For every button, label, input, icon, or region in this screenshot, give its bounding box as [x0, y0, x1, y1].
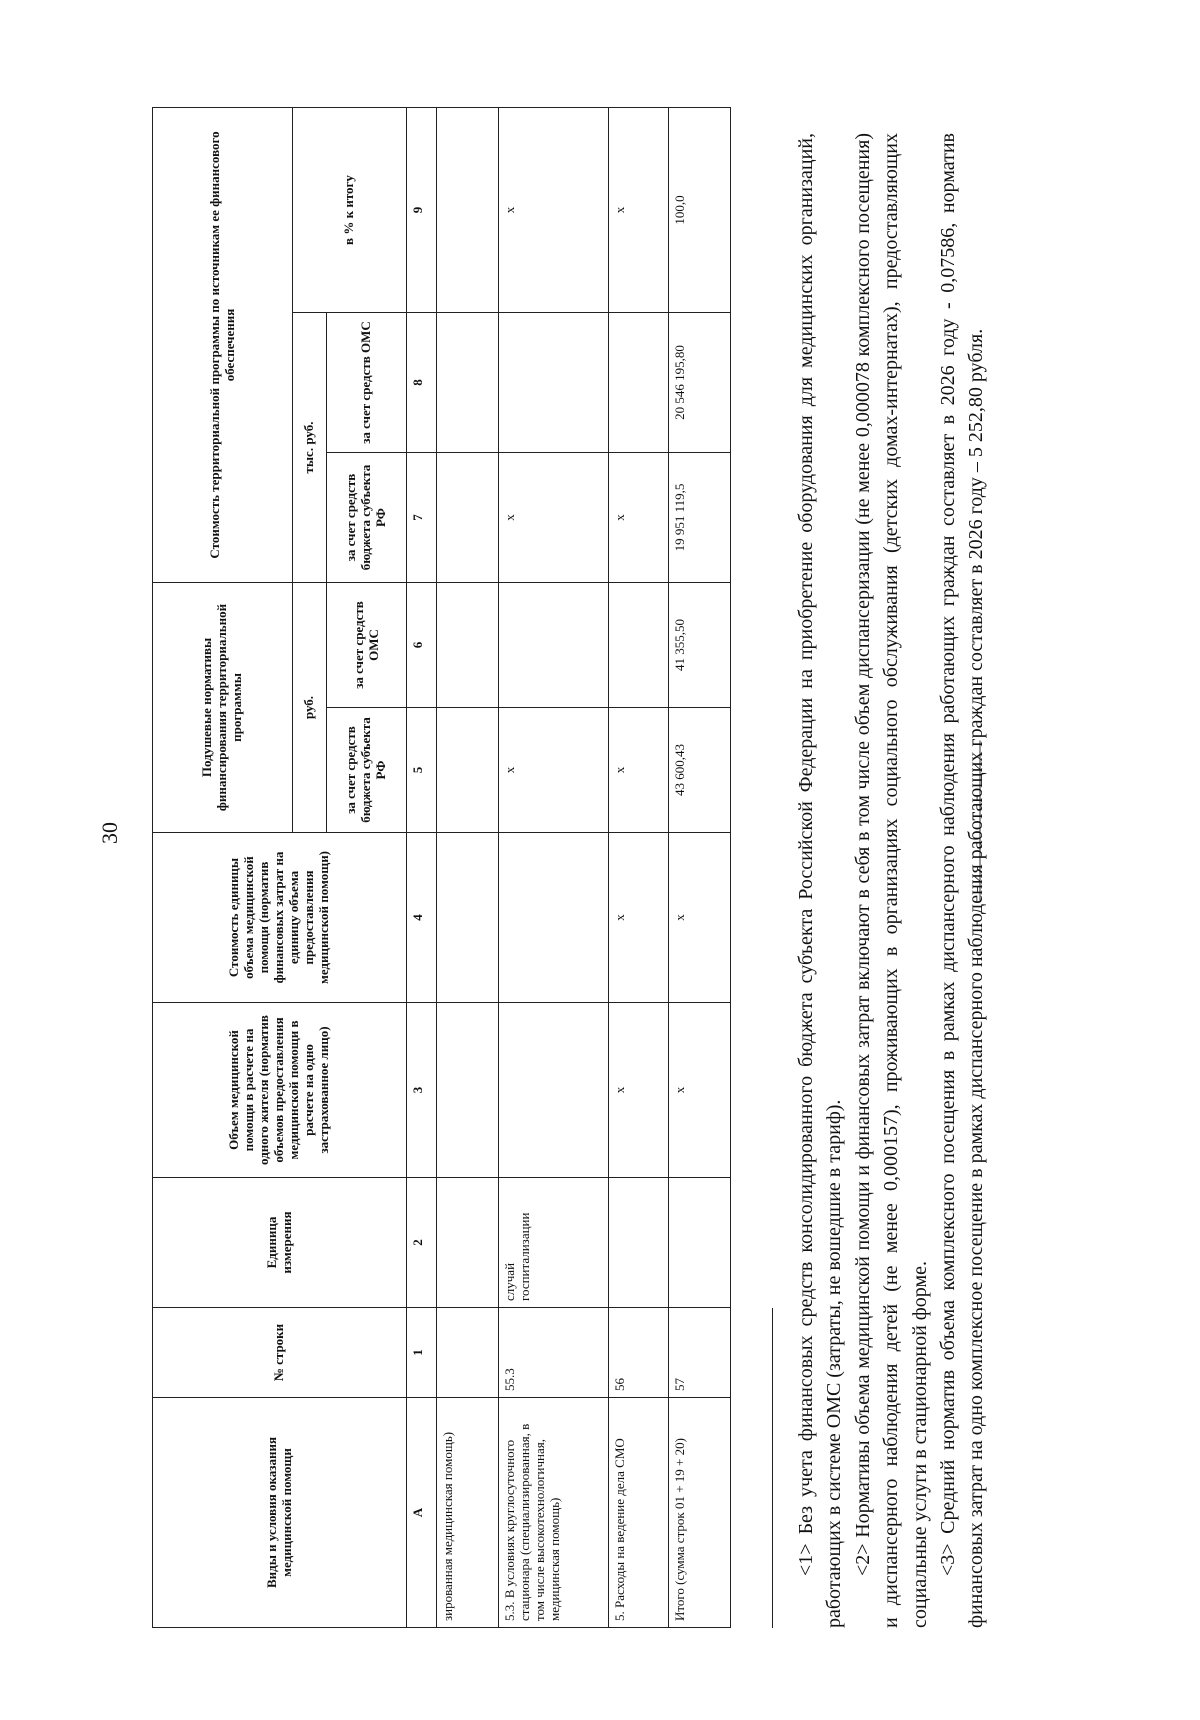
row-pc-oms: 41 355,50	[669, 583, 731, 708]
row-cost-oms: 20 546 195,80	[669, 313, 731, 453]
table-row-total	[669, 108, 731, 1628]
header-pc-budget: за счет средств бюджета субъекта РФ	[327, 708, 407, 833]
header-volume: Объем медицинской помощи в расчете на одного жителя (норматив объемов предоставления медицинской помощи в расчете на одно застрахованное лицо)	[153, 1003, 407, 1178]
header-row-no: № строки	[153, 1308, 407, 1398]
index-cell: 8	[407, 313, 437, 453]
row-no	[437, 1308, 499, 1398]
row-pc-budget	[437, 708, 499, 833]
row-unit	[609, 1178, 669, 1308]
row-volume: х	[669, 1003, 731, 1178]
header-kind: Виды и условия оказания медицинской помощи	[153, 1398, 407, 1628]
header-percent: в % к итогу	[293, 108, 407, 313]
row-percent: х	[499, 108, 609, 313]
row-pc-oms	[437, 583, 499, 708]
index-cell: А	[407, 1398, 437, 1628]
row-percent: 100,0	[669, 108, 731, 313]
index-cell: 3	[407, 1003, 437, 1178]
table-row	[609, 108, 669, 1628]
row-cost-oms	[609, 313, 669, 453]
header-cost-budget: за счет средств бюджета субъекта РФ	[327, 453, 407, 583]
header-per-capita: Подушевые нормативы финансирования территориальной программы	[153, 583, 293, 833]
row-pc-budget: х	[609, 708, 669, 833]
row-unit	[437, 1178, 499, 1308]
row-kind: 5. Расходы на ведение дела СМО	[609, 1398, 669, 1628]
index-cell: 4	[407, 833, 437, 1003]
row-no: 55.3	[499, 1308, 609, 1398]
index-cell: 7	[407, 453, 437, 583]
table-row	[437, 108, 499, 1628]
row-cost	[499, 833, 609, 1003]
row-kind: зированная медицинская помощь)	[437, 1398, 499, 1628]
footnote-1: <1> Без учета финансовых средств консолидированного бюджета субъекта Российской Федерации на приобретение оборудования для медицинских организаций, работающих в системе ОМС (затраты, не вошедшие в тариф).	[795, 133, 846, 1628]
row-volume: х	[609, 1003, 669, 1178]
footnote-3: <3> Средний норматив объема комплексного посещения в рамках диспансерного наблюдения работающих граждан составляет в 2026 году - 0,07586, норматив финансовых затрат на одно комплексное посещение в рамках диспансерного наблюдения работающих граждан составляет в 2026 году – 5 252,80 рубля.	[936, 133, 988, 1628]
row-volume	[437, 1003, 499, 1178]
index-cell: 6	[407, 583, 437, 708]
row-cost: х	[669, 833, 731, 1003]
row-percent: х	[609, 108, 669, 313]
row-cost-budget: х	[499, 453, 609, 583]
row-kind: 5.3. В условиях круглосуточного стационара (специализированная, в том числе высокотехнологичная, медицинская помощь)	[499, 1398, 609, 1628]
header-unit: Единица измерения	[153, 1178, 407, 1308]
row-percent	[437, 108, 499, 313]
row-pc-oms	[499, 583, 609, 708]
page-number: 30	[97, 822, 122, 844]
index-cell: 5	[407, 708, 437, 833]
index-cell: 9	[407, 108, 437, 313]
row-no: 57	[669, 1308, 731, 1398]
row-cost-budget: х	[609, 453, 669, 583]
header-cost-oms: за счет средств ОМС	[327, 313, 407, 453]
footnote-2: <2> Нормативы объема медицинской помощи и финансовых затрат включают в себя в том числе объем диспансеризации (не менее 0,000078 комплексного посещения) и диспансерного наблюдения детей (не менее 0,000157), проживающих в организациях социального обслуживания (детских домах-интернатах), предоставляющих социальные услуги в стационарной форме.	[851, 133, 931, 1628]
row-cost: х	[609, 833, 669, 1003]
rotated-page-content	[152, 108, 1132, 1628]
row-cost-budget	[437, 453, 499, 583]
row-volume	[499, 1003, 609, 1178]
financing-table	[152, 107, 731, 1628]
row-unit: случай госпитализации	[499, 1178, 609, 1308]
row-pc-oms	[609, 583, 669, 708]
header-per-capita-unit: руб.	[293, 583, 327, 833]
header-pc-oms: за счет средств ОМС	[327, 583, 407, 708]
index-row	[407, 108, 437, 1628]
row-cost	[437, 833, 499, 1003]
index-cell: 1	[407, 1308, 437, 1398]
footnotes	[792, 133, 991, 1628]
index-cell: 2	[407, 1178, 437, 1308]
header-program-cost: Стоимость территориальной программы по источникам ее финансового обеспечения	[153, 108, 293, 583]
row-unit	[669, 1178, 731, 1308]
row-cost-budget: 19 951 119,5	[669, 453, 731, 583]
header-program-cost-unit: тыс. руб.	[293, 313, 327, 583]
row-cost-oms	[499, 313, 609, 453]
footnote-separator	[772, 1308, 773, 1628]
header-cost-unit: Стоимость единицы объема медицинской помощи (норматив финансовых затрат на единицу объема предоставления медицинской помощи)	[153, 833, 407, 1003]
table-row	[499, 108, 609, 1628]
row-pc-budget: 43 600,43	[669, 708, 731, 833]
row-kind: Итого (сумма строк 01 + 19 + 20)	[669, 1398, 731, 1628]
row-no: 56	[609, 1308, 669, 1398]
row-pc-budget: х	[499, 708, 609, 833]
row-cost-oms	[437, 313, 499, 453]
